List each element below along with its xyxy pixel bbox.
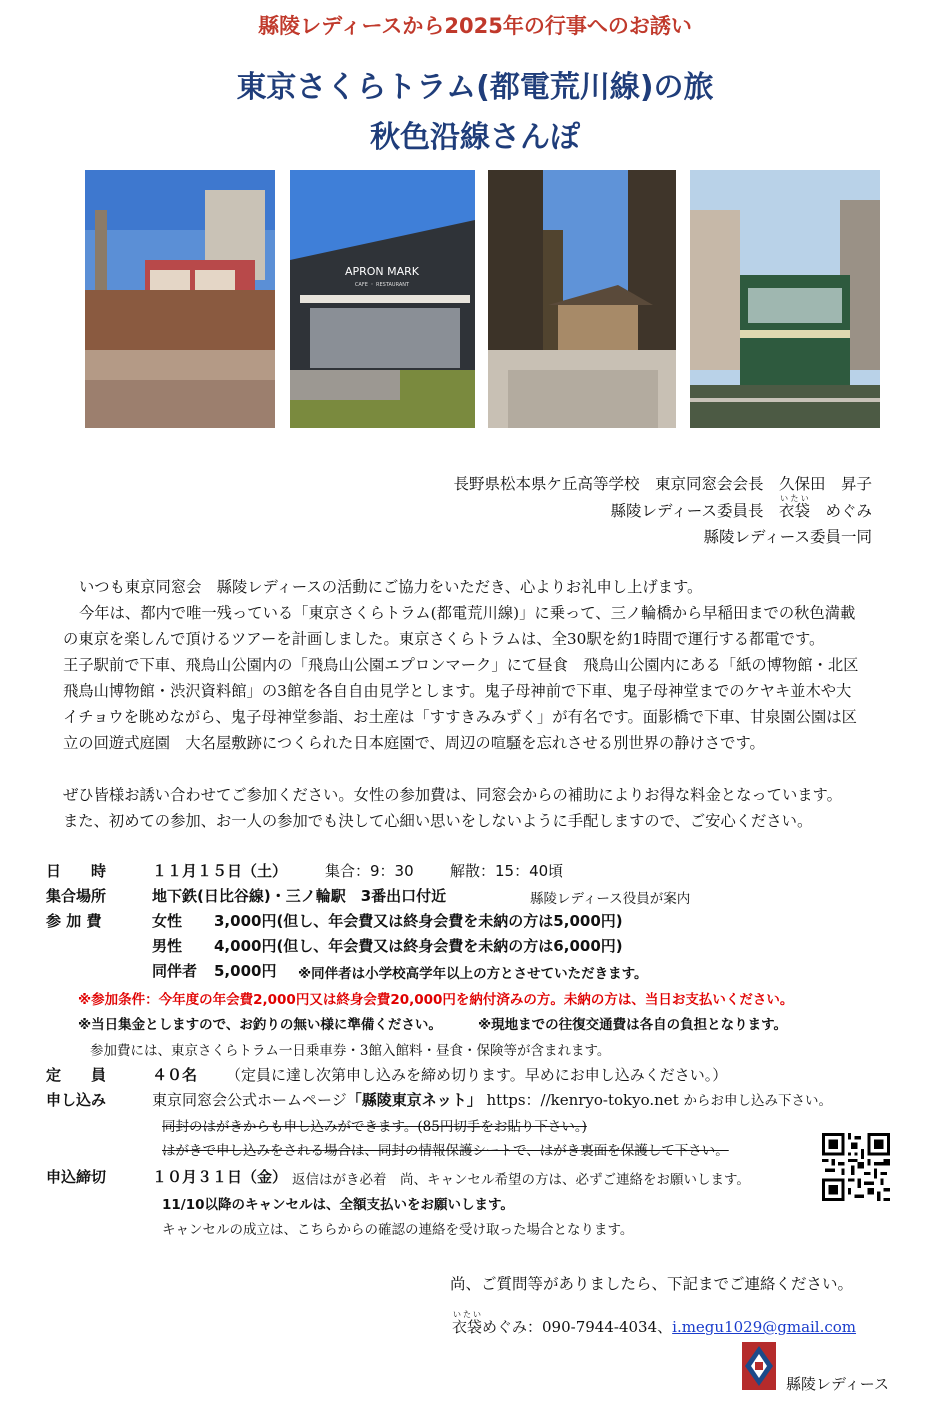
fee-label: 参 加 費	[46, 912, 102, 930]
fee-female-label: 女性	[152, 912, 183, 930]
apply-site: 「縣陵東京ネット」	[346, 1091, 482, 1109]
signature-line2: 縣陵レディース委員長 衣袋いたい めぐみ	[610, 494, 872, 520]
included-note: 参加費には、東京さくらトラム一日乗車券・3館入館料・昼食・保険等が含まれます。	[90, 1043, 611, 1059]
qr-code-icon[interactable]	[822, 1133, 890, 1201]
participation-condition: ※参加条件：今年度の年会費2,000円又は終身会費20,000円を納付済みの方。未納の方は、当日お支払いください。	[78, 992, 794, 1008]
intro-p3b: また、初めての参加、お一人の参加でも決して心細い思いをしないように手配しますので、ご安心ください。	[63, 812, 813, 830]
contact-intro: 尚、ご質問等がありましたら、下記までご連絡ください。	[450, 1275, 854, 1293]
intro-p1: いつも東京同窓会 縣陵レディースの活動にご協力をいただき、心よりお礼申し上げます。	[79, 578, 703, 596]
date-value: １１月１５日（土）	[152, 862, 288, 880]
deadline-value: １０月３１日（金）	[152, 1168, 288, 1186]
strike-note-2: はがきで申し込みをされる場合は、同封の情報保護シートで、はがき裏面を保護して下さい。	[162, 1143, 729, 1159]
gather-time: 集合：9：30	[325, 862, 414, 880]
fee-male-label: 男性	[152, 937, 183, 955]
fee-female: 3,000円(但し、年会費又は終身会費を未納の方は5,000円)	[214, 912, 623, 930]
place-note: 縣陵レディース役員が案内	[530, 891, 691, 907]
green-tram-photo	[690, 170, 880, 428]
main-title: 東京さくらトラム(都電荒川線)の旅	[236, 70, 714, 105]
kenryo-emblem-icon	[742, 1342, 776, 1390]
capacity-value: ４０名	[152, 1066, 198, 1084]
apply-url[interactable]: https：//kenryo-tokyo.net	[486, 1091, 679, 1109]
apply-line: 東京同窓会公式ホームページ「縣陵東京ネット」 https：//kenryo-tokyo.net からお申し込み下さい。	[152, 1091, 832, 1109]
deadline-label: 申込締切	[46, 1168, 107, 1186]
intro-p2e: イチョウを眺めながら、鬼子母神堂参詣、お土産は「すすきみみずく」が有名です。面影橋で下車、甘泉園公園は区	[63, 708, 857, 726]
intro-p2f: 立の回遊式庭園 大名屋敷跡につくられた日本庭園で、周辺の喧騒を忘れさせる別世界の静けさです。	[63, 734, 765, 752]
contact-line: 衣袋いたいめぐみ：090-7944-4034、i.megu1029@gmail.com	[452, 1310, 857, 1336]
fee-companion: 5,000円	[214, 962, 277, 980]
intro-p2d: 飛鳥山博物館・渋沢資料館」の3館を各自自由見学とします。鬼子母神前で下車、鬼子母神堂までのケヤキ並木や大	[63, 682, 852, 700]
cancel-note-2: キャンセルの成立は、こちらからの確認の連絡を受け取った場合となります。	[162, 1222, 634, 1238]
date-label: 日 時	[46, 862, 107, 880]
cancel-note-1: 11/10以降のキャンセルは、全額支払いをお願いします。	[162, 1197, 514, 1213]
place-label: 集合場所	[46, 887, 107, 905]
signature-line3: 縣陵レディース委員一同	[703, 528, 872, 546]
sub-title: 秋色沿線さんぽ	[370, 120, 580, 155]
signature-line1: 長野県松本県ケ丘高等学校 東京同窓会会長 久保田 昇子	[453, 475, 872, 493]
transport-note: ※現地までの往復交通費は各自の負担となります。	[478, 1017, 788, 1033]
place-value: 地下鉄(日比谷線)・三ノ輪駅 3番出口付近	[152, 887, 447, 905]
fee-companion-label: 同伴者	[152, 962, 198, 980]
pretitle: 縣陵レディースから2025年の行事へのお誘い	[258, 14, 692, 38]
fee-companion-note: ※同伴者は小学校高学年以上の方とさせていただきます。	[298, 966, 648, 982]
cash-note: ※当日集金としますので、お釣りの無い様に準備ください。	[78, 1017, 442, 1033]
capacity-label: 定 員	[46, 1066, 107, 1084]
cafe-sign: APRON MARK	[344, 265, 420, 278]
capacity-note: （定員に達し次第申し込みを締め切ります。早めにお申し込みください。）	[226, 1066, 728, 1084]
intro-p2b: の東京を楽しんで頂けるツアーを計画しました。東京さくらトラムは、全30駅を約1時間で運行する都電です。	[63, 630, 825, 648]
dismiss-time: 解散：15：40頃	[450, 862, 564, 880]
apply-label: 申し込み	[46, 1091, 107, 1109]
strike-note-1: 同封のはがきからも申し込みができます。(85円切手をお貼り下さい。)	[162, 1119, 587, 1135]
intro-p2c: 王子駅前で下車、飛鳥山公園内の「飛鳥山公園エプロンマーク」にて昼食 飛鳥山公園内にある「紙の博物館・北区	[63, 656, 859, 674]
intro-text	[63, 574, 923, 834]
intro-p3a: ぜひ皆様お誘い合わせてご参加ください。女性の参加費は、同窓会からの補助によりお得な料金となっています。	[63, 786, 842, 804]
cafe-sign-sub: CAFE ・ RESTAURANT	[354, 282, 410, 288]
footer-org: 縣陵レディース	[786, 1375, 890, 1393]
kishimojin-shrine-photo	[488, 170, 676, 428]
tram-station-photo	[85, 170, 275, 428]
apron-mark-cafe-photo	[290, 170, 475, 428]
fee-male: 4,000円(但し、年会費又は終身会費を未納の方は6,000円)	[214, 937, 623, 955]
intro-p2a: 今年は、都内で唯一残っている「東京さくらトラム(都電荒川線)」に乗って、三ノ輪橋から早稲田までの秋色満載	[79, 604, 856, 622]
contact-email-link[interactable]: i.megu1029@gmail.com	[672, 1318, 857, 1336]
deadline-text: 返信はがき必着 尚、キャンセル希望の方は、必ずご連絡をお願いします。	[292, 1172, 750, 1188]
